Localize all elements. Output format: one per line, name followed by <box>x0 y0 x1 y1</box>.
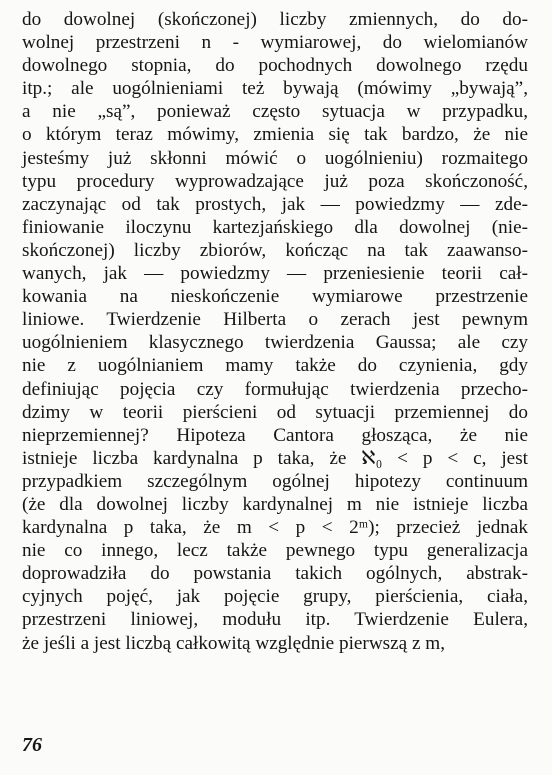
text-line: wanych, jak — powiedzmy — przeniesienie teorii cał- <box>22 263 528 285</box>
text-line: że jeśli a jest liczbą całkowitą względnie pierwszą z m, <box>22 632 446 654</box>
text-line: liniowe. Twierdzenie Hilberta o zerach jest pewnym <box>22 309 528 331</box>
text-line: dzimy w teorii pierścieni od sytuacji przemiennej do <box>22 401 528 423</box>
text-line: nieprzemiennej? Hipoteza Cantora głosząca, że nie <box>22 424 528 446</box>
text-line: wolnej przestrzeni n - wymiarowej, do wielomianów <box>22 32 528 54</box>
text-line: nie z uogólnianiem mamy także do czynienia, gdy <box>22 355 528 377</box>
text-line: uogólnieniem klasycznego twierdzenia Gaussa; ale czy <box>22 332 528 354</box>
text-line: doprowadziła do powstania takich ogólnych, abstrak- <box>22 563 528 585</box>
text-line: dowolnego stopnia, do pochodnych dowolnego rzędu <box>22 55 528 77</box>
text-line: przypadkiem szczególnym ogólnej hipotezy continuum <box>22 470 528 492</box>
text-line: kardynalna p taka, że m < p < 2ᵐ); przecież jednak <box>22 517 528 539</box>
body-text <box>22 8 528 655</box>
text-line: nie co innego, lecz także pewnego typu generalizacja <box>22 540 528 562</box>
text-line: jesteśmy już skłonni mówić o uogólnieniu) rozmaitego <box>22 147 528 169</box>
text-line: kowania na nieskończenie wymiarowe przestrzenie <box>22 286 528 308</box>
text-line: do dowolnej (skończonej) liczby zmiennych, do do- <box>22 9 528 30</box>
text-line: istnieje liczba kardynalna p taka, że ℵ₀ < p < c, jest <box>22 447 528 469</box>
text-line: cyjnych pojęć, jak pojęcie grupy, pierścienia, ciała, <box>22 586 528 608</box>
page-number: 76 <box>22 734 42 756</box>
text-line: o którym teraz mówimy, zmienia się tak bardzo, że nie <box>22 124 528 146</box>
text-line: (że dla dowolnej liczby kardynalnej m nie istnieje liczba <box>22 493 528 515</box>
text-line: zaczynając od tak prostych, jak — powiedzmy — zde- <box>22 193 528 215</box>
text-line: a nie „są”, ponieważ często sytuacja w przypadku, <box>22 101 528 123</box>
text-line: definiując pojęcia czy formułując twierdzenia przecho- <box>22 378 528 400</box>
text-line: finiowanie iloczynu kartezjańskiego dla dowolnej (nie- <box>22 216 528 238</box>
text-line: przestrzeni liniowej, modułu itp. Twierdzenie Eulera, <box>22 609 528 631</box>
text-line: itp.; ale uogólnieniami też bywają (mówimy „bywają”, <box>22 78 528 100</box>
text-line: typu procedury wyprowadzające już poza skończoność, <box>22 170 528 192</box>
text-line: skończonej) liczby zbiorów, kończąc na tak zaawanso- <box>22 239 528 261</box>
